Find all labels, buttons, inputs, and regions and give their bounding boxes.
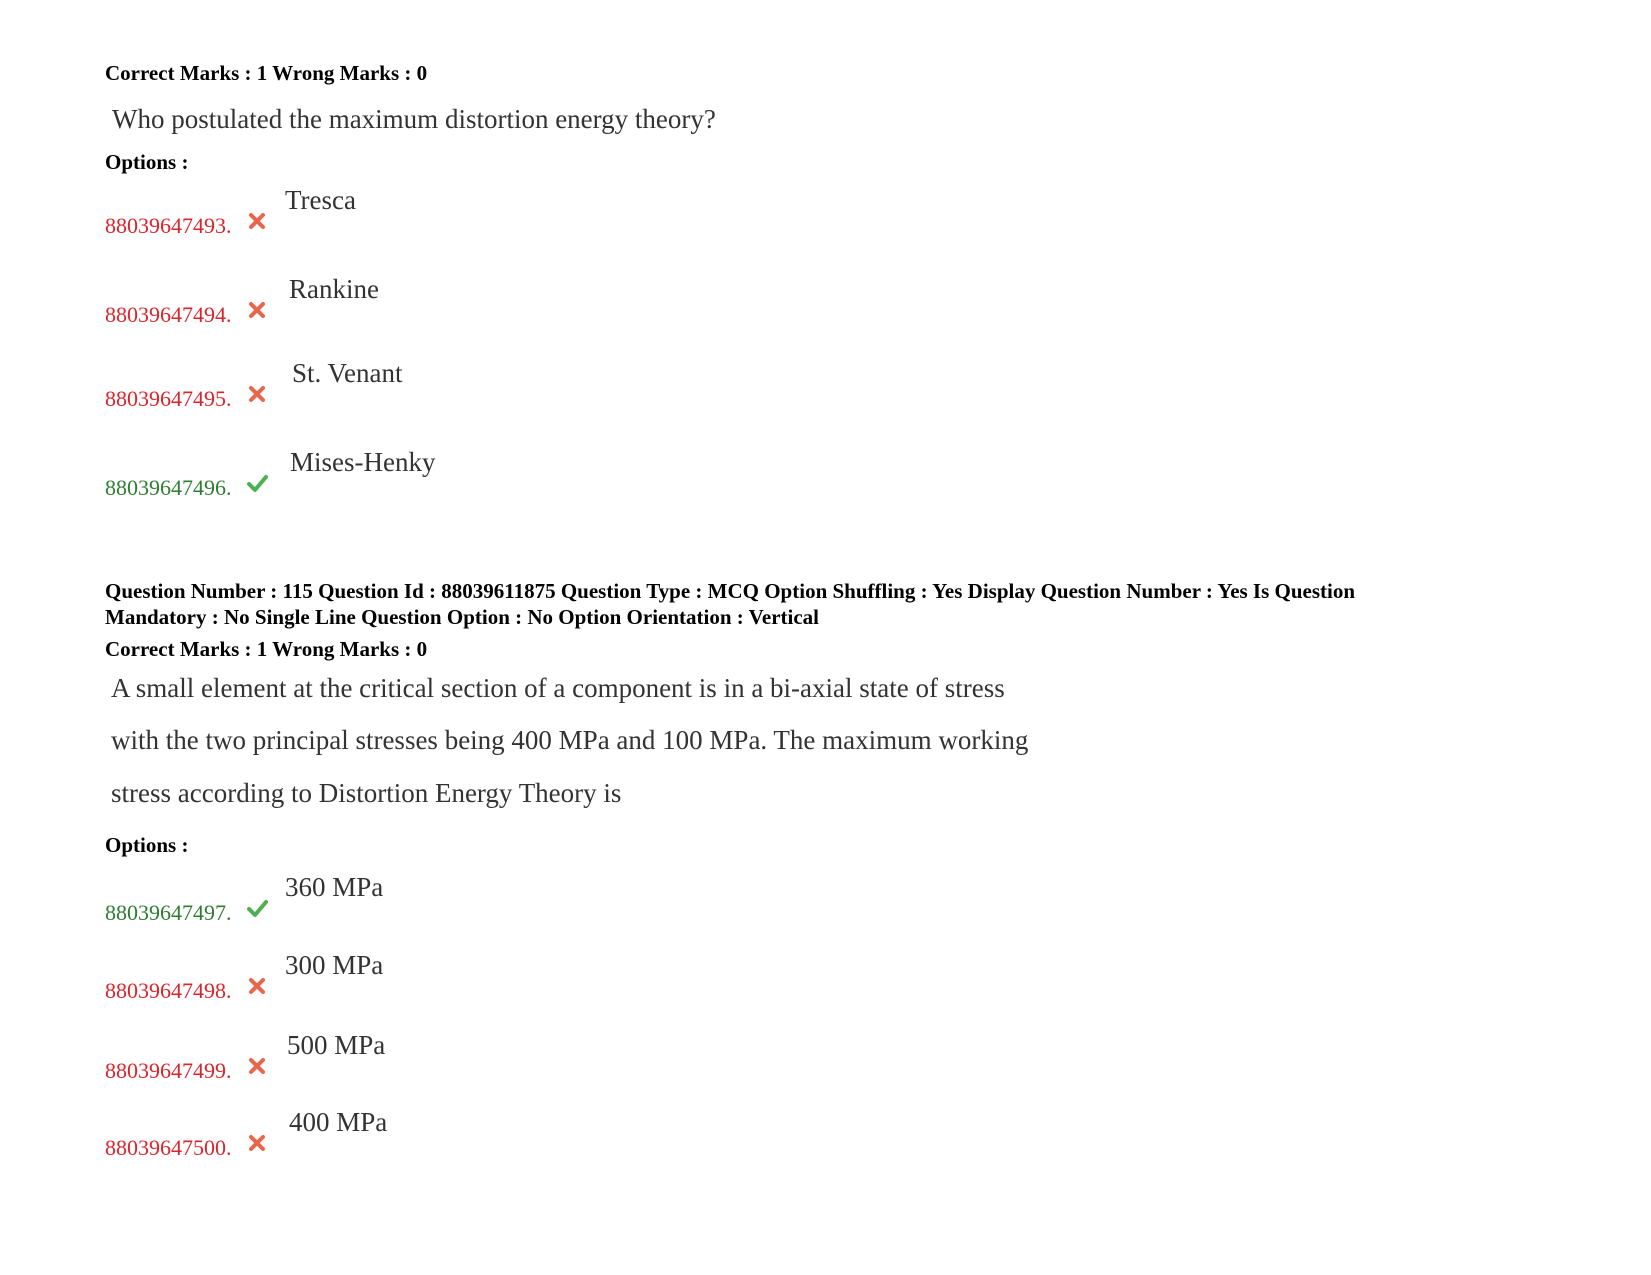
option-text: Mises-Henky: [290, 447, 436, 477]
q2-meta-line1: Question Number : 115 Question Id : 88039611875 Question Type : MCQ Option Shuffling : Yes Display Question Number : Yes Is Question: [105, 579, 1356, 603]
option-id: 88039647493.: [105, 213, 232, 238]
option-text: 500 MPa: [287, 1030, 386, 1060]
q2-question-line: with the two principal stresses being 400 MPa and 100 MPa. The maximum working: [111, 725, 1029, 755]
cross-icon: [246, 1132, 268, 1154]
cross-icon: [246, 210, 268, 232]
option-id: 88039647497.: [105, 900, 232, 925]
q1-question-text: Who postulated the maximum distortion energy theory?: [112, 104, 716, 134]
option-text: Rankine: [289, 274, 379, 304]
option-text: 400 MPa: [289, 1107, 388, 1137]
option-id: 88039647500.: [105, 1135, 232, 1160]
q2-meta-line2: Mandatory : No Single Line Question Option : No Option Orientation : Vertical: [105, 605, 820, 629]
q1-marks: Correct Marks : 1 Wrong Marks : 0: [105, 61, 428, 85]
option-id: 88039647498.: [105, 978, 232, 1003]
q1-options-label: Options :: [105, 150, 189, 174]
q2-marks: Correct Marks : 1 Wrong Marks : 0: [105, 637, 428, 661]
option-text: St. Venant: [292, 358, 403, 388]
option-id: 88039647499.: [105, 1058, 232, 1083]
cross-icon: [246, 1055, 268, 1077]
check-icon: [246, 897, 268, 919]
option-id: 88039647494.: [105, 302, 232, 327]
q2-question-line: stress according to Distortion Energy Theory is: [111, 778, 622, 808]
option-id: 88039647496.: [105, 475, 232, 500]
option-id: 88039647495.: [105, 386, 232, 411]
option-text: 300 MPa: [285, 950, 384, 980]
cross-icon: [246, 975, 268, 997]
q2-question-line: A small element at the critical section of a component is in a bi-axial state of stress: [111, 673, 1005, 703]
option-text: Tresca: [285, 185, 356, 215]
q2-options-label: Options :: [105, 833, 189, 857]
option-text: 360 MPa: [285, 872, 384, 902]
cross-icon: [246, 299, 268, 321]
cross-icon: [246, 383, 268, 405]
check-icon: [246, 472, 268, 494]
